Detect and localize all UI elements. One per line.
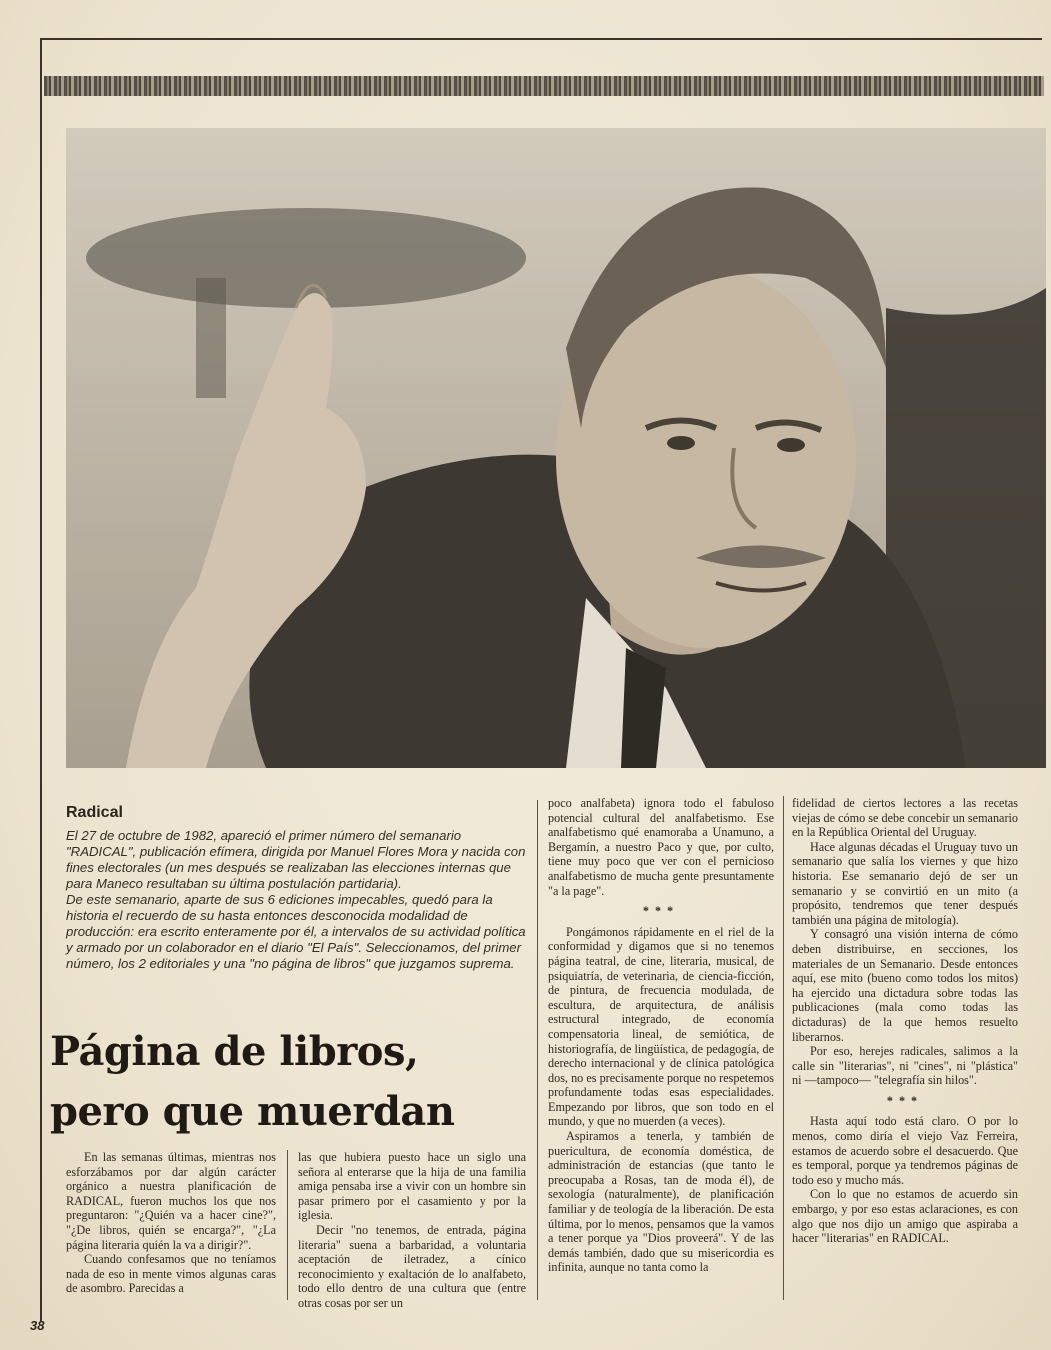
- article-column-1: [66, 1150, 276, 1296]
- body-paragraph: Por eso, herejes radicales, salimos a la calle sin "literarias", ni "cines", ni "plástica" ni —tampoco— "telegrafía sin hilos".: [792, 1044, 1018, 1088]
- portrait-illustration: [66, 128, 1046, 768]
- intro-text: [66, 828, 526, 972]
- body-paragraph: Decir "no tenemos, de entrada, página literaria" suena a barbaridad, a voluntaria aceptación de iletradez, a cínico reconocimiento y exaltación de lo analfabeto, todo ello dentro de una cultura que (entre otras cosas por ser un: [298, 1222, 526, 1310]
- section-label: Radical: [66, 804, 123, 821]
- article-column-4: [792, 796, 1018, 1246]
- section-separator: ***: [642, 904, 680, 919]
- body-paragraph: Pongámonos rápidamente en el riel de la conformidad y digamos que si no tenemos página teatral, de cine, literaria, musical, de psiquiatría, de veterinaria, de ciencia-ficción, de pintura, de frecuencia modulada, de escultura, de arquitectura, de análisis estructural integrado, de economía compensatoria lineal, de semiótica, de historiografía, de lingüística, de pedagogía, de derecho internacional y de clínica patológica dos, no es precisamente porque no respetemos profundamente todas esas especialidades. Empezando por libros, que son todo en el mundo, y que no muerden (a veces).: [548, 924, 774, 1129]
- intro-paragraph: De este semanario, aparte de sus 6 ediciones impecables, quedó para la historia el recuerdo de su hasta entonces desconocida modalidad de producción: era escrito enteramente por él, a intervalos de su actividad política y armado por un colaborador en el diario "El País". Seleccionamos, del primer número, los 2 editoriales y una "no página de libros" que juzgamos suprema.: [66, 892, 526, 971]
- body-paragraph: Cuando confesamos que no teníamos nada de eso in mente vimos algunas caras de asombro. Parecidas a: [66, 1252, 276, 1296]
- body-paragraph: fidelidad de ciertos lectores a las recetas viejas de cómo se debe concebir un semanario en la República Oriental del Uruguay.: [792, 796, 1018, 840]
- headline-line: Página de libros,: [50, 1028, 419, 1075]
- body-paragraph: poco analfabeta) ignora todo el fabuloso potencial cultural del analfabetismo. Ese analfabetismo qué enamoraba a Unamuno, a Bergamín, a nuestro Paco y que, por culto, tiene muy poco que ver con el pernicioso analfabetismo de mucha gente presuntamente "a la page".: [548, 796, 774, 898]
- intro-paragraph: El 27 de octubre de 1982, apareció el primer número del semanario "RADICAL", publicación efímera, dirigida por Manuel Flores Mora y nacida con fines electorales (un mes después se realizaban las elecciones internas que para Maneco resultaban su última postulación partidaria).: [66, 828, 526, 891]
- column-rule: [287, 1150, 288, 1300]
- portrait-photo: [66, 128, 1046, 768]
- body-paragraph: Y consagró una visión interna de cómo deben distribuirse, en secciones, los materiales de un Semanario. Desde entonces aquí, ese mito (bueno como todos los mitos) ha ejercido una dictadura sobre todas las publicaciones (mala como todas las dictaduras) de la que hemos resuelto liberarnos.: [792, 927, 1018, 1044]
- headline-line: pero que muerdan: [50, 1088, 455, 1135]
- body-paragraph: Con lo que no estamos de acuerdo sin embargo, y por eso estas aclaraciones, es con algo que nos dijo un amigo que aspiraba a hacer "literarias" en RADICAL.: [792, 1187, 1018, 1246]
- body-paragraph: Hace algunas décadas el Uruguay tuvo un semanario que salía los viernes y que hizo historia. Ese semanario dejó de ser un semanario y se convirtió en un mito (a propósito, tendremos que tener después también una página de mitología).: [792, 839, 1018, 927]
- body-paragraph: Aspiramos a tenerla, y también de puericultura, de economía doméstica, de administración de estancias (que tanto le preocupaba a Rosas, tan de moda él), de sexología (naturalmente), de planificación familiar y de teología de la liberación. De esta última, por lo menos, pensamos que la vamos a tener porque ya "Dios proveerá". Y de las demás también, dado que su misericordia es infinita, aunque no tanta como la: [548, 1129, 774, 1275]
- decorative-band: [44, 76, 1044, 96]
- column-rule: [537, 800, 538, 1300]
- article-column-2: [298, 1150, 526, 1311]
- article-headline: [50, 1022, 530, 1142]
- section-separator: ***: [886, 1093, 924, 1108]
- body-paragraph: En las semanas últimas, mientras nos esforzábamos por dar algún carácter orgánico a nuestra planificación de RADICAL, fueron muchos los que nos preguntaron: "¿Quién va a hacer cine?", "¿De libros, quién se encarga?", "¿La página literaria quién la va a dirigir?".: [66, 1150, 276, 1252]
- article-column-3: [548, 796, 774, 1275]
- body-paragraph: Hasta aquí todo está claro. O por lo menos, como diría el viejo Vaz Ferreira, estamos de acuerdo sobre el desacuerdo. Que es temporal, porque ya tendremos páginas de todo eso y mucho más.: [792, 1114, 1018, 1187]
- column-rule: [783, 796, 784, 1300]
- body-paragraph: las que hubiera puesto hace un siglo una señora al enterarse que la hija de una familia amiga pensaba irse a vivir con un hombre sin pasar primero por el casamiento y por la iglesia.: [298, 1150, 526, 1223]
- page-number: 38: [30, 1318, 45, 1333]
